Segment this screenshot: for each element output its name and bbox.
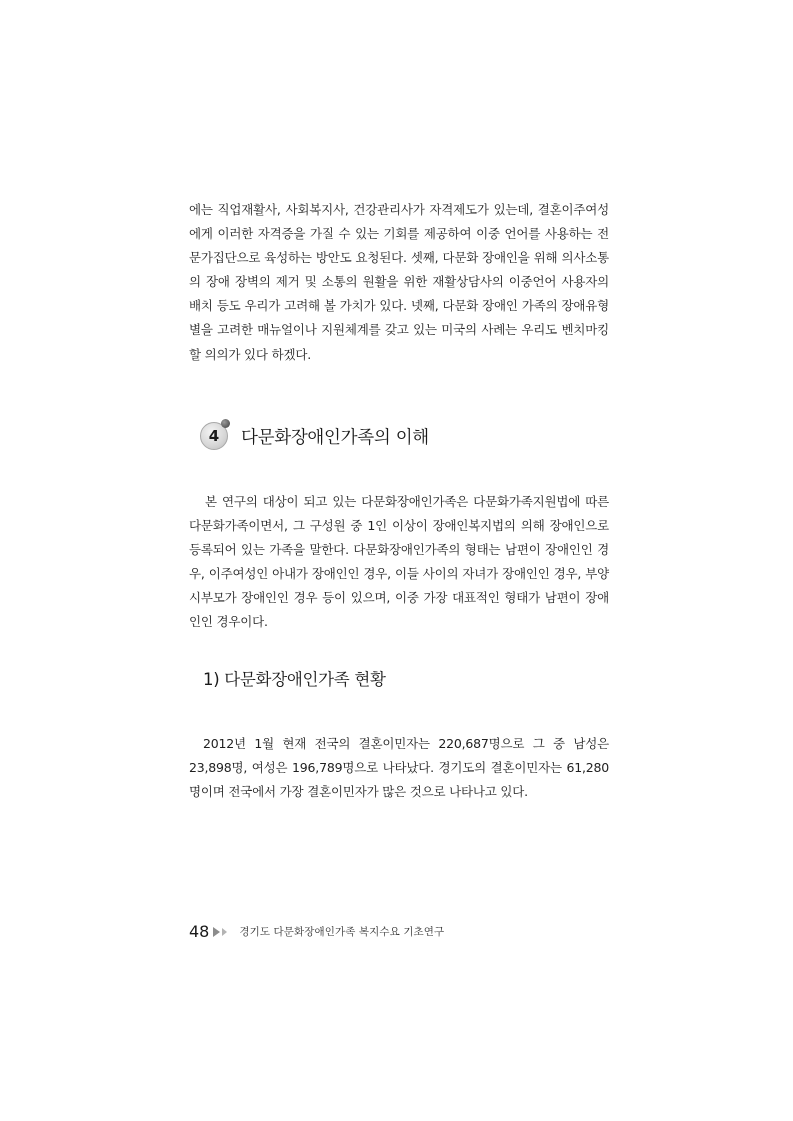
subsection-title: 1) 다문화장애인가족 현황 (203, 670, 386, 689)
body-paragraph-2: 본 연구의 대상이 되고 있는 다문화장애인가족은 다문화가족지원법에 따른 다문화가족이면서, 그 구성원 중 1인 이상이 장애인복지법의 의해 장애인으로 등록되어 있는 가족을 말한다. 다문화장애인가족의 형태는 남편이 장애인인 경우, 이주여성인 아내가 장애인인 경우, 이들 사이의 자녀가 장애인인 경우, 부양 시부모가 장애인인 경우 등이 있으며, 이중 가장 대표적인 형태가 남편이 장애인인 경우이다. (189, 494, 609, 630)
body-paragraph-1: 에는 직업재활사, 사회복지사, 건강관리사가 자격제도가 있는데, 결혼이주여성에게 이러한 자격증을 가질 수 있는 기회를 제공하여 이중 언어를 사용하는 전문가집단으로 육성하는 방안도 요청된다. 셋째, 다문화 장애인을 위해 의사소통의 장애 장벽의 제거 및 소통의 원활을 위한 재활상담사의 이중언어 사용자의 배치 등도 우리가 고려해 볼 가치가 있다. 넷째, 다문화 장애인 가족의 장애유형별을 고려한 매뉴얼이나 지원체계를 갖고 있는 미국의 사례는 우리도 벤치마킹할 의의가 있다 하겠다. (189, 202, 609, 362)
double-right-triangle-icon (213, 927, 227, 937)
page-number: 48 (189, 922, 210, 941)
page-footer (189, 922, 444, 941)
section-title: 다문화장애인가족의 이해 (241, 427, 429, 448)
section-number: 4 (208, 427, 220, 445)
triangle-right-icon (213, 927, 220, 937)
running-title: 경기도 다문화장애인가족 복지수요 기초연구 (239, 926, 445, 938)
badge-dot-icon (221, 419, 230, 428)
section-number-badge (200, 422, 228, 450)
body-paragraph-3: 2012년 1월 현재 전국의 결혼이민자는 220,687명으로 그 중 남성은 23,898명, 여성은 196,789명으로 나타났다. 경기도의 결혼이민자는 61,280명이며 전국에서 가장 결혼이민자가 많은 것으로 나타나고 있다. (189, 736, 609, 800)
triangle-right-small-icon (222, 928, 227, 936)
section-heading (200, 418, 429, 454)
